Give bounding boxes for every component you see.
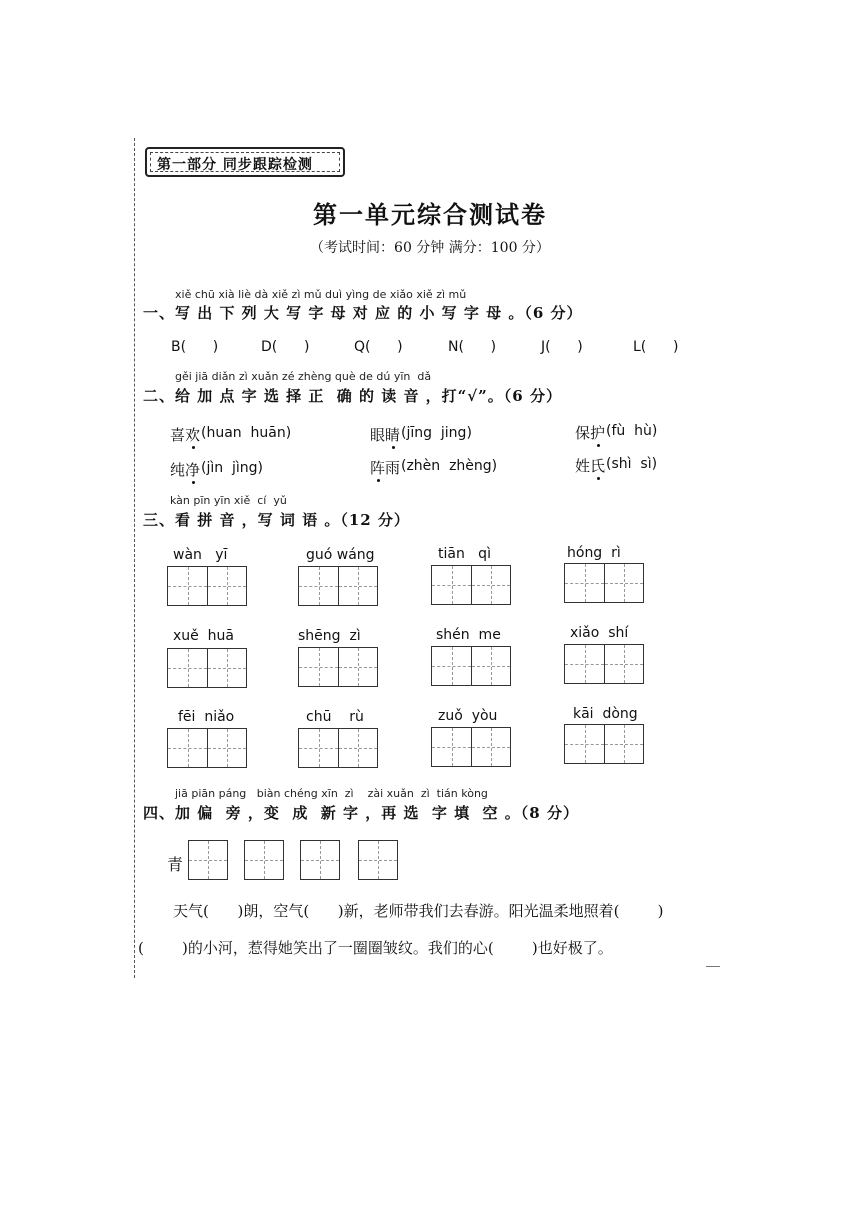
writing-grid[interactable]	[564, 724, 644, 764]
char-box[interactable]	[188, 840, 228, 880]
reading-word: 纯净	[170, 461, 201, 479]
reading-options: (jīng jing)	[401, 425, 472, 441]
emphasis-dot	[377, 479, 380, 482]
exam-info: （考试时间：60 分钟 满分：100 分）	[310, 240, 550, 256]
writing-grid[interactable]	[564, 644, 644, 684]
writing-grid[interactable]	[298, 647, 378, 687]
letter-item: L( )	[633, 339, 679, 355]
emphasis-dot	[597, 477, 600, 480]
writing-grid[interactable]	[167, 648, 247, 688]
q3-pinyin: kàn pīn yīn xiě cí yǔ	[170, 494, 287, 507]
reading-options: (jìn jìng)	[201, 460, 264, 476]
q4-pinyin: jiā piān páng biàn chéng xīn zì zài xuǎn zì tián kòng	[175, 787, 488, 800]
reading-word: 眼睛	[370, 426, 401, 444]
reading-word: 姓氏	[575, 457, 606, 475]
word-pinyin: hóng rì	[567, 545, 621, 561]
q2-heading: 二、给 加 点 字 选 择 正 确 的 读 音 ，打“√”。（6 分）	[143, 387, 562, 405]
char-box[interactable]	[358, 840, 398, 880]
writing-grid[interactable]	[167, 728, 247, 768]
word-pinyin: wàn yī	[173, 547, 228, 563]
edge-mark	[706, 966, 720, 967]
writing-grid[interactable]	[298, 728, 378, 768]
letter-item: B( )	[171, 339, 219, 355]
page-title: 第一单元综合测试卷	[313, 200, 547, 229]
char-box[interactable]	[244, 840, 284, 880]
reading-options: (shì sì)	[606, 456, 658, 472]
reading-options: (huan huān)	[201, 425, 292, 441]
emphasis-dot	[192, 481, 195, 484]
letter-item: D( )	[261, 339, 310, 355]
word-pinyin: guó wáng	[306, 547, 375, 563]
emphasis-dot	[392, 446, 395, 449]
word-pinyin: shēng zì	[298, 628, 361, 644]
word-pinyin: xuě huā	[173, 628, 234, 644]
word-pinyin: kāi dòng	[573, 706, 638, 722]
word-pinyin: shén me	[436, 627, 501, 643]
word-pinyin: fēi niǎo	[178, 709, 235, 725]
fill-blank-line-1: 天气( )朗，空气( )新，老师带我们去春游。阳光温柔地照着( )	[173, 902, 664, 920]
section-badge-label: 第一部分 同步跟踪检测	[157, 157, 313, 173]
fill-blank-line-2: ( )的小河，惹得她笑出了一圈圈皱纹。我们的心( )也好极了。	[138, 939, 613, 957]
binding-line	[134, 138, 135, 978]
q1-heading: 一、写 出 下 列 大 写 字 母 对 应 的 小 写 字 母 。（6 分）	[143, 304, 583, 322]
base-character: 青	[167, 855, 184, 874]
letter-item: Q( )	[354, 339, 403, 355]
q1-pinyin: xiě chū xià liè dà xiě zì mǔ duì yìng de xiǎo xiě zì mǔ	[175, 288, 467, 301]
reading-options: (fù hù)	[606, 423, 658, 439]
writing-grid[interactable]	[431, 646, 511, 686]
word-pinyin: chū rù	[306, 709, 364, 725]
char-box[interactable]	[300, 840, 340, 880]
section-badge	[145, 147, 345, 177]
writing-grid[interactable]	[167, 566, 247, 606]
writing-grid[interactable]	[298, 566, 378, 606]
letter-item: J( )	[541, 339, 583, 355]
word-pinyin: zuǒ yòu	[438, 708, 498, 724]
emphasis-dot	[192, 446, 195, 449]
reading-options: (zhèn zhèng)	[401, 458, 498, 474]
q4-heading: 四、加 偏 旁 ，变 成 新 字 ，再 选 字 填 空 。（8 分）	[143, 804, 579, 822]
reading-word: 阵雨	[370, 459, 401, 477]
reading-word: 喜欢	[170, 426, 201, 444]
word-pinyin: xiǎo shí	[570, 625, 629, 641]
word-pinyin: tiān qì	[438, 546, 491, 562]
reading-word: 保护	[575, 424, 606, 442]
writing-grid[interactable]	[564, 563, 644, 603]
letter-item: N( )	[448, 339, 497, 355]
writing-grid[interactable]	[431, 565, 511, 605]
q2-pinyin: gěi jiā diǎn zì xuǎn zé zhèng què de dú yīn dǎ	[175, 370, 432, 383]
q3-heading: 三、看 拼 音 ，写 词 语 。（12 分）	[143, 511, 410, 529]
emphasis-dot	[597, 444, 600, 447]
writing-grid[interactable]	[431, 727, 511, 767]
